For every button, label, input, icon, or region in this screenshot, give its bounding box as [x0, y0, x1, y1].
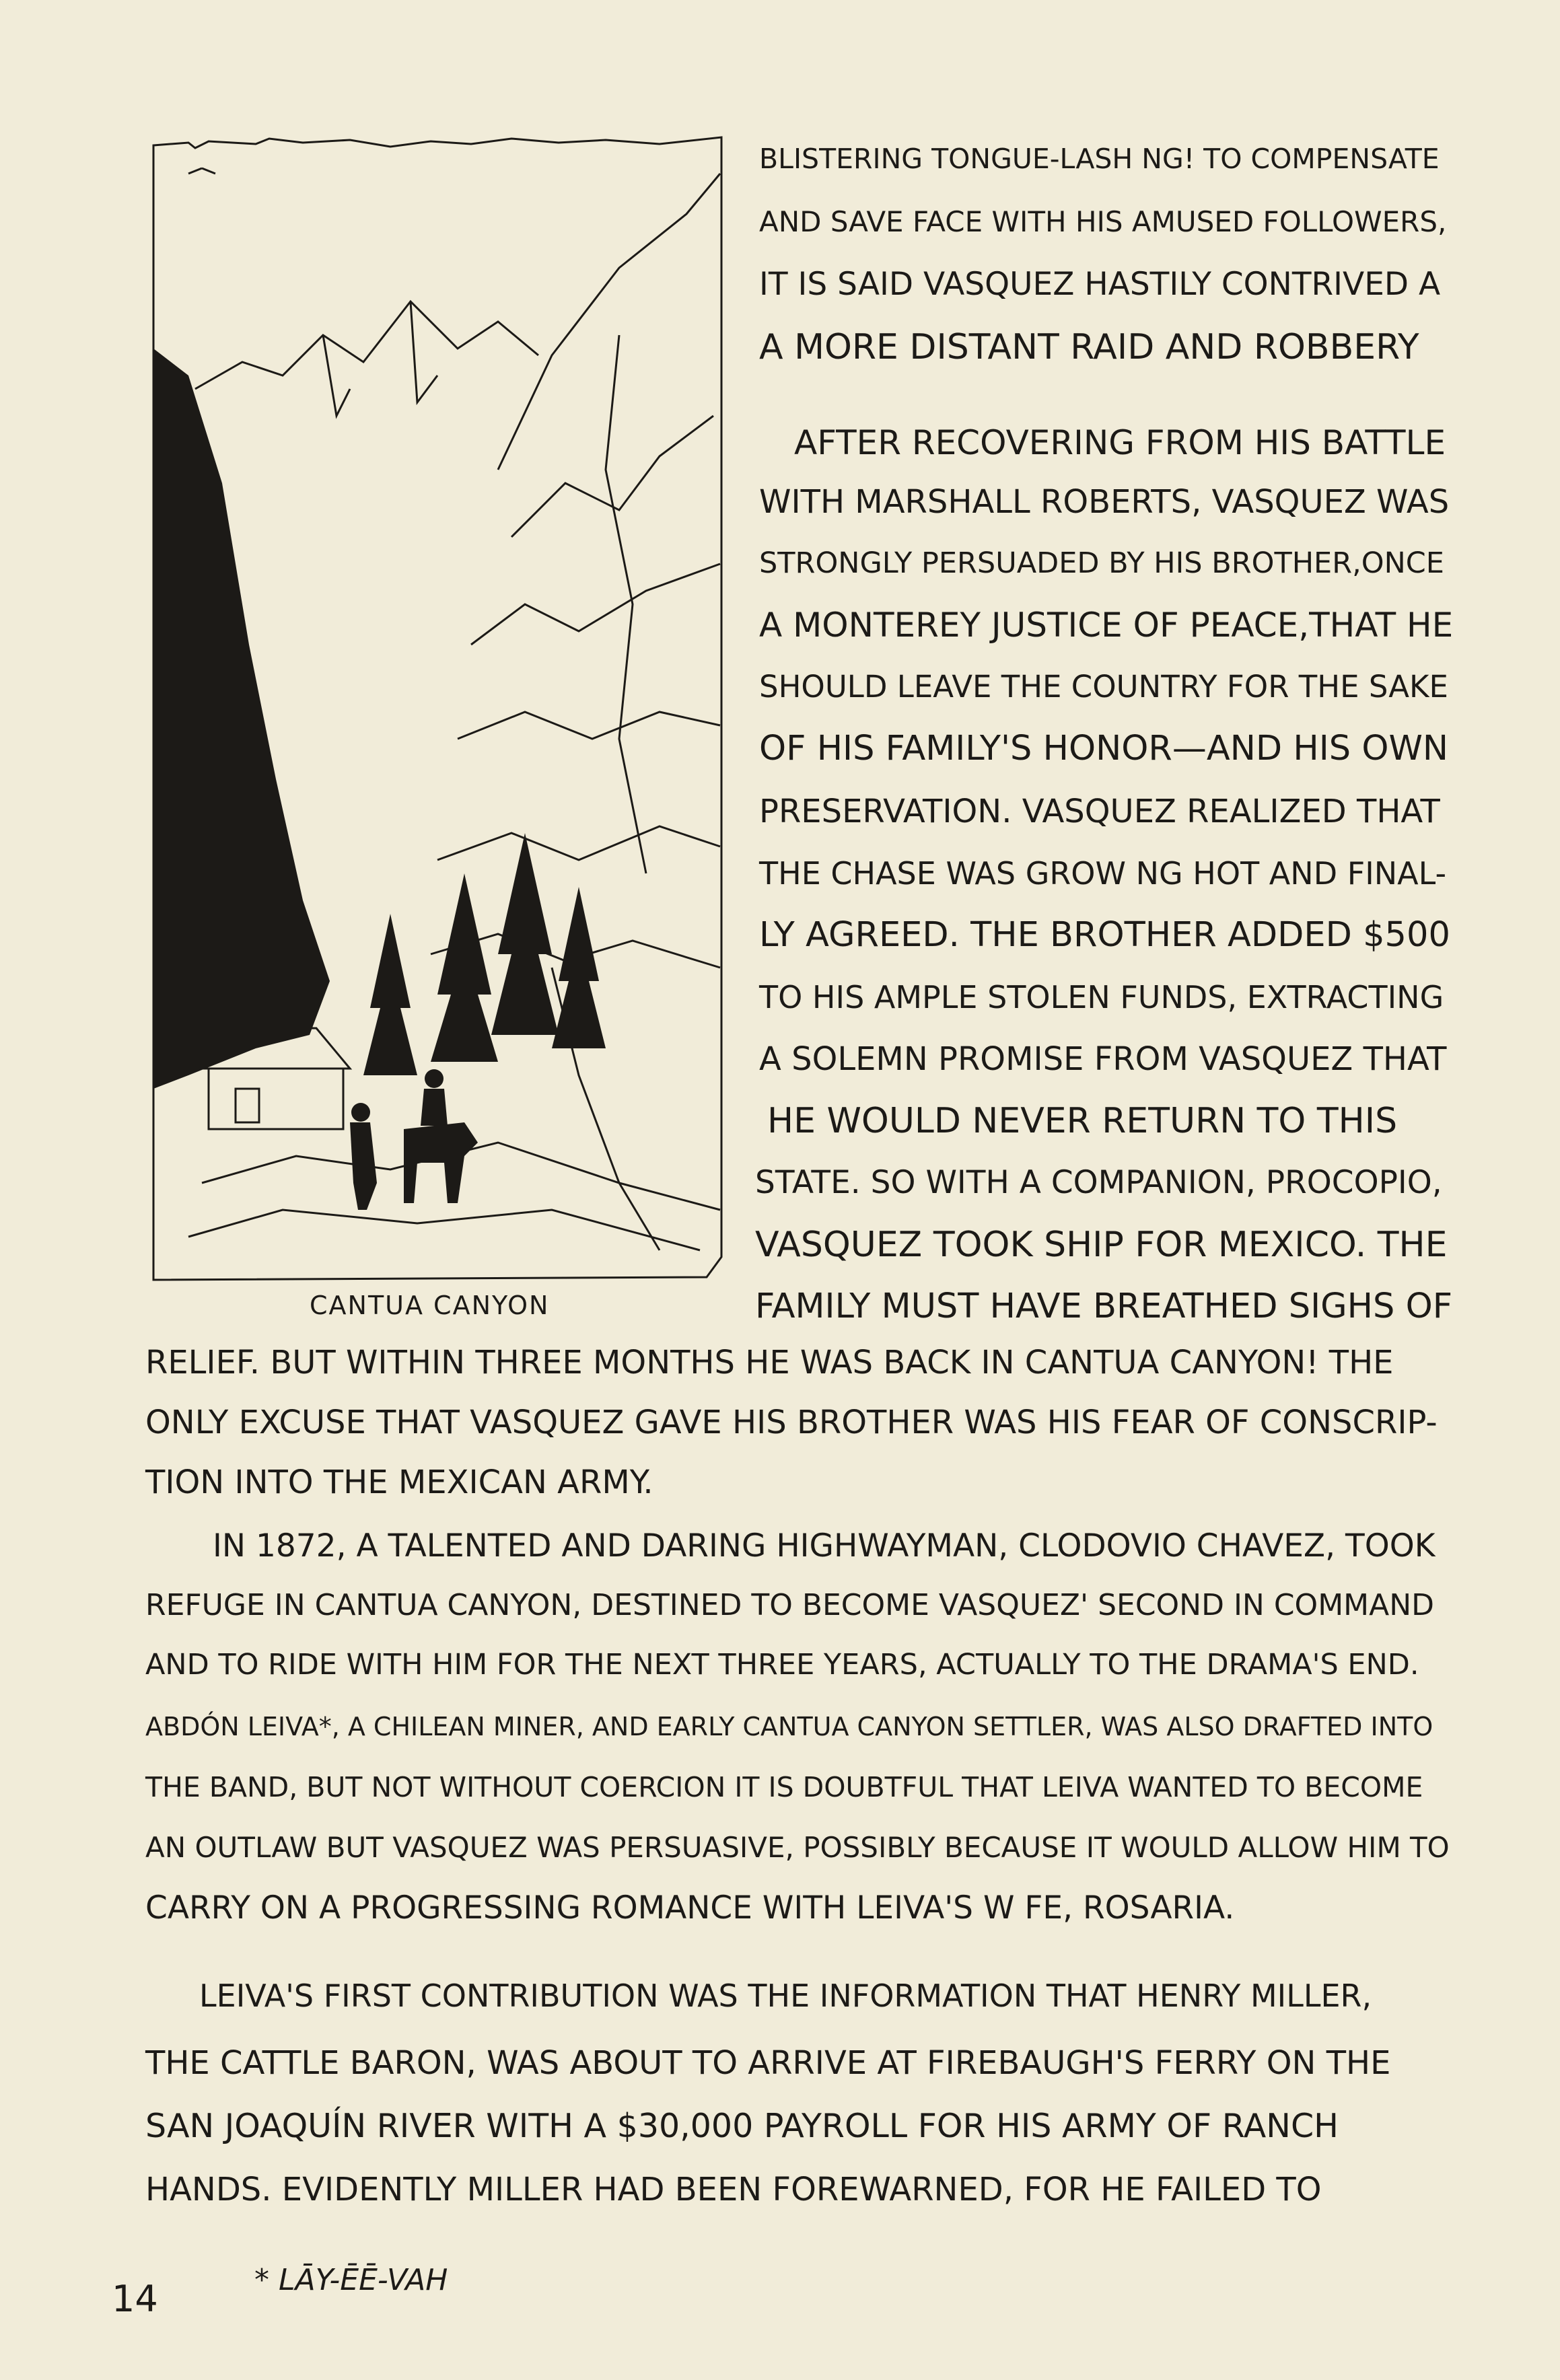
text-line: FAMILY MUST HAVE BREATHED SIGHS OF — [755, 1287, 1453, 1326]
text-line: A MONTEREY JUSTICE OF PEACE,THAT HE — [759, 606, 1454, 645]
text-line: IT IS SAID VASQUEZ HASTILY CONTRIVED A — [759, 266, 1441, 303]
text-line: STATE. SO WITH A COMPANION, PROCOPIO, — [755, 1164, 1442, 1201]
text-line: HANDS. EVIDENTLY MILLER HAD BEEN FOREWARNED, FOR HE FAILED TO — [145, 2171, 1322, 2208]
text-line: AFTER RECOVERING FROM HIS BATTLE — [794, 423, 1446, 462]
text-line: TO HIS AMPLE STOLEN FUNDS, EXTRACTING — [759, 979, 1444, 1015]
text-line: A MORE DISTANT RAID AND ROBBERY — [759, 327, 1419, 367]
text-line: TION INTO THE MEXICAN ARMY. — [145, 1464, 653, 1501]
text-line: THE CHASE WAS GROW NG HOT AND FINAL- — [759, 855, 1447, 892]
text-line: AND SAVE FACE WITH HIS AMUSED FOLLOWERS, — [759, 205, 1447, 238]
text-line: RELIEF. BUT WITHIN THREE MONTHS HE WAS BACK IN CANTUA CANYON! THE — [145, 1344, 1394, 1381]
text-line: SAN JOAQUÍN RIVER WITH A $30,000 PAYROLL FOR HIS ARMY OF RANCH — [145, 2107, 1339, 2145]
text-line: STRONGLY PERSUADED BY HIS BROTHER,ONCE — [759, 546, 1444, 580]
text-line: THE BAND, BUT NOT WITHOUT COERCION IT IS DOUBTFUL THAT LEIVA WANTED TO BECOME — [145, 1771, 1423, 1803]
text-line: SHOULD LEAVE THE COUNTRY FOR THE SAKE — [759, 669, 1448, 705]
text-line: ABDÓN LEIVA*, A CHILEAN MINER, AND EARLY CANTUA CANYON SETTLER, WAS ALSO DRAFTED INTO — [145, 1712, 1433, 1741]
text-line: REFUGE IN CANTUA CANYON, DESTINED TO BECOME VASQUEZ' SECOND IN COMMAND — [145, 1588, 1435, 1622]
text-line: LY AGREED. THE BROTHER ADDED $500 — [759, 915, 1450, 955]
text-line: WITH MARSHALL ROBERTS, VASQUEZ WAS — [759, 483, 1450, 521]
page-number: 14 — [112, 2278, 158, 2320]
text-line: VASQUEZ TOOK SHIP FOR MEXICO. THE — [755, 1225, 1448, 1265]
text-line: CARRY ON A PROGRESSING ROMANCE WITH LEIVA'S W FE, ROSARIA. — [145, 1889, 1235, 1926]
text-line: PRESERVATION. VASQUEZ REALIZED THAT — [759, 793, 1440, 830]
cantua-canyon-illustration — [148, 133, 727, 1285]
footnote: * LĀY-ĒĒ-VAH — [254, 2263, 448, 2297]
text-line: HE WOULD NEVER RETURN TO THIS — [767, 1101, 1398, 1141]
text-line: LEIVA'S FIRST CONTRIBUTION WAS THE INFORMATION THAT HENRY MILLER, — [199, 1978, 1372, 2014]
illustration-caption: CANTUA CANYON — [310, 1291, 550, 1320]
text-line: THE CATTLE BARON, WAS ABOUT TO ARRIVE AT FIREBAUGH'S FERRY ON THE — [145, 2044, 1391, 2082]
text-line: AN OUTLAW BUT VASQUEZ WAS PERSUASIVE, POSSIBLY BECAUSE IT WOULD ALLOW HIM TO — [145, 1831, 1450, 1864]
text-line: OF HIS FAMILY'S HONOR—AND HIS OWN — [759, 729, 1449, 768]
text-line: AND TO RIDE WITH HIM FOR THE NEXT THREE YEARS, ACTUALLY TO THE DRAMA'S END. — [145, 1648, 1419, 1682]
text-line: IN 1872, A TALENTED AND DARING HIGHWAYMAN, CLODOVIO CHAVEZ, TOOK — [213, 1527, 1435, 1564]
text-line: ONLY EXCUSE THAT VASQUEZ GAVE HIS BROTHER WAS HIS FEAR OF CONSCRIP- — [145, 1404, 1438, 1441]
text-line: A SOLEMN PROMISE FROM VASQUEZ THAT — [759, 1040, 1447, 1078]
text-line: BLISTERING TONGUE-LASH NG! TO COMPENSATE — [759, 143, 1440, 175]
